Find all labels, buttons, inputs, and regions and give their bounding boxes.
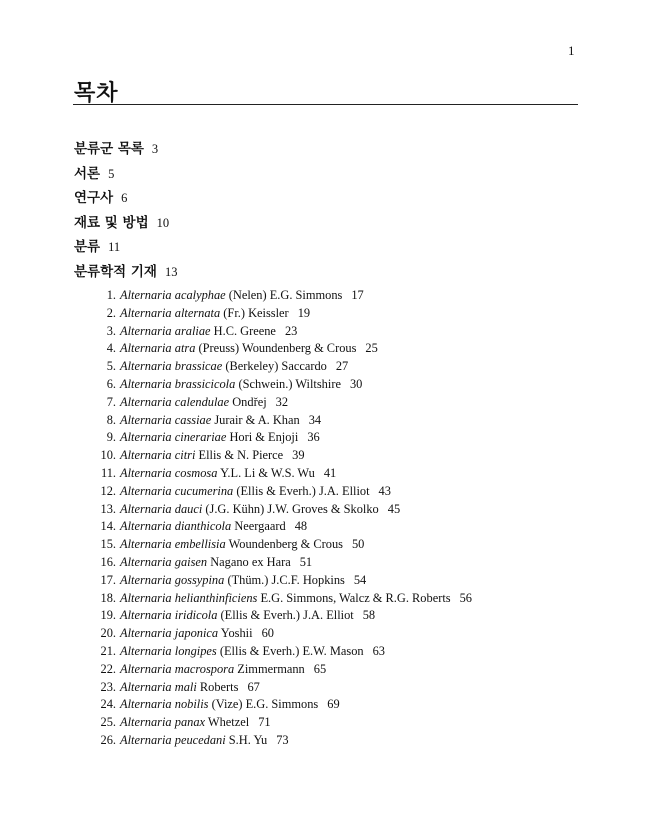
species-author: (Berkeley) Saccardo <box>225 359 327 374</box>
species-number: 4. <box>106 341 116 356</box>
species-author: Jurair & A. Khan <box>214 412 300 427</box>
species-author: Neergaard <box>234 519 286 534</box>
species-genus: Alternaria <box>120 359 172 374</box>
species-epithet: araliae <box>174 323 211 338</box>
species-genus: Alternaria <box>120 288 172 302</box>
toc-species-entry[interactable] <box>92 447 472 465</box>
species-page: 34 <box>308 412 322 427</box>
section-page: 5 <box>108 166 115 181</box>
species-genus: Alternaria <box>120 697 172 712</box>
section-label: 분류 <box>74 239 101 256</box>
section-label: 분류학적 기재 <box>74 263 157 280</box>
species-number: 13. <box>100 501 116 516</box>
species-epithet: nobilis <box>174 697 209 712</box>
species-epithet: macrospora <box>174 661 235 676</box>
species-page: 36 <box>307 430 320 445</box>
species-number: 2. <box>106 305 116 320</box>
species-genus: Alternaria <box>120 732 172 747</box>
species-page: 32 <box>275 394 289 409</box>
species-author: Ondřej <box>232 394 267 409</box>
species-number: 16. <box>100 554 116 569</box>
toc-species-entry[interactable] <box>92 518 472 536</box>
species-epithet: cosmosa <box>174 465 218 480</box>
species-epithet: atra <box>174 341 196 356</box>
species-number: 22. <box>100 661 116 676</box>
species-genus: Alternaria <box>120 679 172 694</box>
toc-species-entry[interactable] <box>92 625 472 643</box>
species-author: S.H. Yu <box>228 732 268 747</box>
species-author: (Vize) E.G. Simmons <box>211 697 319 712</box>
toc-species-entry[interactable] <box>92 679 472 697</box>
species-number: 9. <box>106 430 116 445</box>
species-page: 45 <box>387 501 401 516</box>
species-page: 71 <box>258 715 271 730</box>
toc-species-entry[interactable] <box>92 358 472 376</box>
toc-section-introduction[interactable] <box>74 161 177 186</box>
species-author: Hori & Enjoji <box>229 430 299 445</box>
species-epithet: acalyphae <box>174 288 226 302</box>
toc-section-history[interactable] <box>74 185 177 210</box>
species-page: 19 <box>297 305 311 320</box>
species-number: 18. <box>100 590 116 605</box>
species-page: 60 <box>261 626 274 641</box>
toc-species-entry[interactable] <box>92 305 472 323</box>
species-epithet: brassicicola <box>174 376 236 391</box>
species-author: Zimmermann <box>237 661 305 676</box>
toc-species-entry[interactable] <box>92 412 472 430</box>
species-author: (Fr.) Keissler <box>223 305 289 320</box>
species-number: 21. <box>100 643 116 658</box>
species-page: 58 <box>362 608 376 623</box>
section-label: 연구사 <box>74 190 114 207</box>
species-genus: Alternaria <box>120 412 172 427</box>
species-number: 17. <box>100 572 116 587</box>
species-epithet: alternata <box>174 305 221 320</box>
toc-species-entry[interactable] <box>92 536 472 554</box>
species-epithet: peucedani <box>174 732 226 747</box>
species-number: 12. <box>100 483 116 498</box>
toc-sections <box>74 136 177 284</box>
toc-species-entry[interactable] <box>92 483 472 501</box>
toc-species-entry[interactable] <box>92 465 472 483</box>
species-genus: Alternaria <box>120 430 172 445</box>
species-page: 41 <box>323 465 337 480</box>
section-page: 11 <box>108 240 121 255</box>
toc-species-entry[interactable] <box>92 429 472 447</box>
species-genus: Alternaria <box>120 483 172 498</box>
species-genus: Alternaria <box>120 554 172 569</box>
species-epithet: japonica <box>174 626 219 641</box>
species-number: 10. <box>100 448 116 463</box>
species-epithet: gossypina <box>174 572 225 587</box>
section-label: 서론 <box>74 165 101 182</box>
species-genus: Alternaria <box>120 626 172 641</box>
species-number: 24. <box>100 697 116 712</box>
toc-species-entry[interactable] <box>92 340 472 358</box>
species-author: (Nelen) E.G. Simmons <box>228 288 343 302</box>
species-page: 27 <box>335 359 349 374</box>
species-author: (Ellis & Everh.) E.W. Mason <box>219 643 364 658</box>
species-epithet: citri <box>174 448 196 463</box>
species-author: E.G. Simmons, Walcz & R.G. Roberts <box>260 590 451 605</box>
species-number: 20. <box>100 626 116 641</box>
species-author: Whetzel <box>207 715 250 730</box>
species-number: 19. <box>100 608 116 623</box>
species-page: 50 <box>351 537 365 552</box>
toc-species-entry[interactable] <box>92 643 472 661</box>
species-epithet: iridicola <box>174 608 218 623</box>
species-author: Y.L. Li & W.S. Wu <box>220 465 315 480</box>
species-genus: Alternaria <box>120 465 172 480</box>
toc-species-entry[interactable] <box>92 696 472 714</box>
species-epithet: calendulae <box>174 394 230 409</box>
section-page: 6 <box>121 191 128 206</box>
toc-species-entry[interactable] <box>92 501 472 519</box>
species-author: Nagano ex Hara <box>210 554 291 569</box>
species-author: Woundenberg & Crous <box>228 537 343 552</box>
species-list <box>92 287 472 750</box>
species-page: 17 <box>351 288 364 302</box>
species-genus: Alternaria <box>120 394 172 409</box>
species-genus: Alternaria <box>120 643 172 658</box>
species-page: 43 <box>378 483 391 498</box>
species-page: 54 <box>353 572 367 587</box>
species-page: 51 <box>299 554 313 569</box>
species-number: 8. <box>106 412 116 427</box>
species-page: 63 <box>372 643 385 658</box>
species-epithet: cassiae <box>174 412 212 427</box>
section-label: 분류군 목록 <box>74 141 144 157</box>
species-genus: Alternaria <box>120 608 172 623</box>
toc-species-entry[interactable] <box>92 376 472 394</box>
toc-species-entry[interactable] <box>92 394 472 412</box>
species-number: 5. <box>106 359 116 374</box>
toc-section-methods[interactable] <box>74 210 177 235</box>
species-number: 6. <box>106 376 116 391</box>
species-number: 23. <box>100 679 116 694</box>
species-epithet: cinerariae <box>174 430 227 445</box>
species-number: 1. <box>106 288 116 302</box>
species-author: (Ellis & Everh.) J.A. Elliot <box>220 608 354 623</box>
species-author: (Schwein.) Wiltshire <box>238 376 341 391</box>
species-page: 73 <box>276 732 289 747</box>
species-page: 56 <box>459 590 472 605</box>
species-genus: Alternaria <box>120 341 172 356</box>
species-page: 23 <box>284 323 298 338</box>
section-page: 3 <box>151 142 159 156</box>
species-epithet: panax <box>174 715 206 730</box>
title-divider <box>73 104 578 105</box>
species-epithet: gaisen <box>174 554 208 569</box>
species-author: Roberts <box>199 679 239 694</box>
species-genus: Alternaria <box>120 448 172 463</box>
species-genus: Alternaria <box>120 501 172 516</box>
species-number: 3. <box>106 323 116 338</box>
species-genus: Alternaria <box>120 519 172 534</box>
toc-species-entry[interactable] <box>92 607 472 625</box>
toc-species-entry[interactable] <box>92 572 472 590</box>
species-epithet: mali <box>174 679 197 694</box>
toc-species-entry[interactable] <box>92 554 472 572</box>
species-genus: Alternaria <box>120 376 172 391</box>
species-epithet: cucumerina <box>174 483 234 498</box>
toc-species-entry[interactable] <box>92 714 472 732</box>
species-genus: Alternaria <box>120 590 172 605</box>
species-author: (Thüm.) J.C.F. Hopkins <box>227 572 345 587</box>
species-number: 26. <box>100 732 116 747</box>
section-label: 재료 및 방법 <box>74 214 149 231</box>
species-author: Yoshii <box>220 626 253 641</box>
toc-section-taxa-list[interactable] <box>74 136 177 161</box>
species-epithet: embellisia <box>174 537 226 552</box>
species-page: 69 <box>327 697 340 712</box>
toc-species-entry[interactable] <box>92 661 472 679</box>
species-page: 25 <box>365 341 378 356</box>
toc-species-entry[interactable] <box>92 287 472 305</box>
species-epithet: longipes <box>174 643 217 658</box>
species-page: 67 <box>247 679 260 694</box>
toc-section-classification[interactable] <box>74 234 177 259</box>
species-genus: Alternaria <box>120 537 172 552</box>
species-genus: Alternaria <box>120 323 172 338</box>
section-page: 13 <box>164 264 178 279</box>
species-author: H.C. Greene <box>213 323 276 338</box>
species-epithet: brassicae <box>174 359 223 374</box>
species-genus: Alternaria <box>120 572 172 587</box>
species-genus: Alternaria <box>120 715 172 730</box>
section-page: 10 <box>156 215 170 230</box>
toc-species-entry[interactable] <box>92 590 472 608</box>
species-page: 30 <box>349 376 363 391</box>
species-page: 48 <box>294 519 308 534</box>
species-epithet: dauci <box>174 501 203 516</box>
species-number: 11. <box>100 465 116 480</box>
species-author: (J.G. Kühn) J.W. Groves & Skolko <box>205 501 379 516</box>
species-epithet: dianthicola <box>174 519 232 534</box>
species-number: 14. <box>100 519 116 534</box>
toc-species-entry[interactable] <box>92 323 472 341</box>
species-page: 39 <box>292 448 305 463</box>
species-genus: Alternaria <box>120 305 172 320</box>
toc-species-entry[interactable] <box>92 732 472 750</box>
species-number: 7. <box>106 394 116 409</box>
species-page: 65 <box>313 661 327 676</box>
page-number: 1 <box>568 43 575 58</box>
species-epithet: helianthinficiens <box>174 590 258 605</box>
species-author: Ellis & N. Pierce <box>198 448 284 463</box>
species-author: (Preuss) Woundenberg & Crous <box>198 341 357 356</box>
toc-section-taxonomic-description[interactable] <box>74 259 177 284</box>
species-number: 25. <box>100 715 116 730</box>
page-title: 목차 <box>74 80 119 106</box>
species-author: (Ellis & Everh.) J.A. Elliot <box>236 483 370 498</box>
species-genus: Alternaria <box>120 661 172 676</box>
species-number: 15. <box>100 537 116 552</box>
